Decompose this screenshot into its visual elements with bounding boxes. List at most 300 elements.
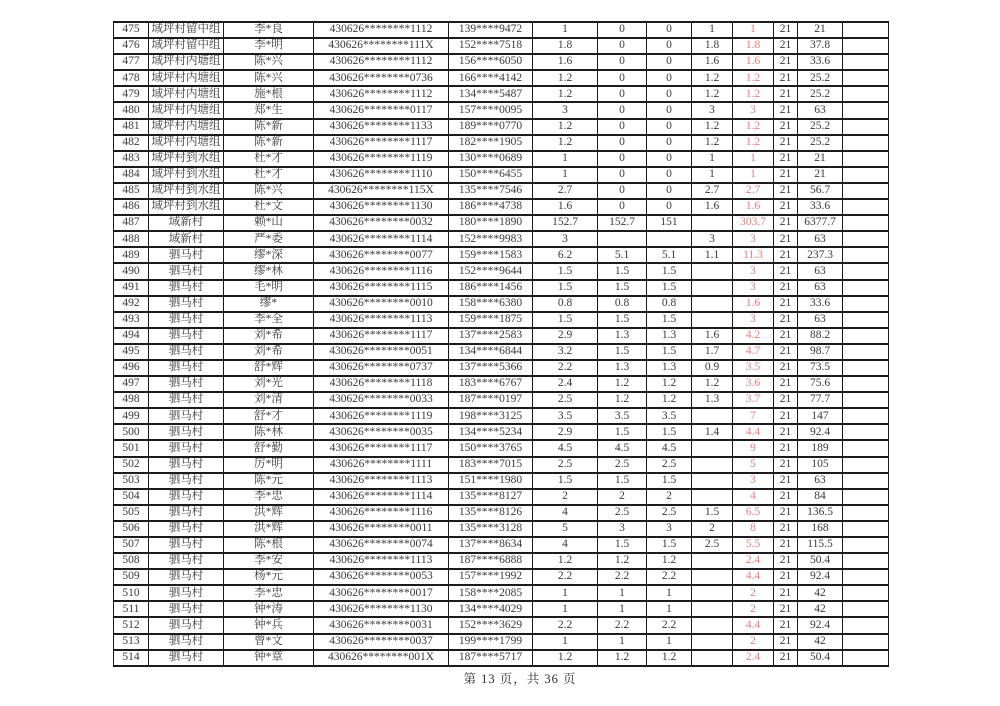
cell-unit-price: 21 (774, 183, 798, 199)
cell-id-number: 430626********1111 (314, 457, 449, 473)
cell-person-name: 钟*涛 (224, 601, 314, 617)
cell-phone-number: 157****0095 (449, 102, 533, 118)
cell-value-4: 0.9 (692, 360, 733, 376)
cell-phone-number: 152****3629 (449, 617, 533, 633)
cell-amount: 115.5 (798, 537, 843, 553)
cell-value-3: 1.2 (647, 392, 692, 408)
cell-village-group: 域坪村留中组 (149, 22, 224, 38)
cell-unit-price: 21 (774, 199, 798, 215)
cell-value-1: 2.5 (533, 457, 598, 473)
cell-person-name: 刘*希 (224, 344, 314, 360)
cell-amount: 63 (798, 263, 843, 279)
cell-value-1: 4.5 (533, 440, 598, 456)
cell-village-group: 域坪村到水组 (149, 199, 224, 215)
cell-total-highlight: 4.2 (733, 328, 774, 344)
cell-value-1: 2.9 (533, 424, 598, 440)
cell-unit-price: 21 (774, 650, 798, 666)
cell-value-4 (692, 440, 733, 456)
cell-value-3: 1.5 (647, 280, 692, 296)
table-row (114, 280, 889, 296)
cell-value-1: 1.6 (533, 199, 598, 215)
cell-row-index: 492 (114, 296, 149, 312)
cell-value-3: 1.2 (647, 650, 692, 666)
cell-row-index: 497 (114, 376, 149, 392)
cell-village-group: 域坪村内塘组 (149, 86, 224, 102)
cell-row-index: 493 (114, 312, 149, 328)
cell-id-number: 430626********0032 (314, 215, 449, 231)
cell-amount: 21 (798, 151, 843, 167)
cell-value-4 (692, 601, 733, 617)
cell-unit-price: 21 (774, 102, 798, 118)
cell-value-2: 0.8 (598, 296, 647, 312)
cell-value-2: 0 (598, 167, 647, 183)
cell-id-number: 430626********1112 (314, 54, 449, 70)
cell-value-1: 152.7 (533, 215, 598, 231)
cell-person-name: 缪*林 (224, 263, 314, 279)
cell-village-group: 驷马村 (149, 585, 224, 601)
cell-total-highlight: 4.4 (733, 569, 774, 585)
cell-row-index: 510 (114, 585, 149, 601)
cell-blank (843, 585, 889, 601)
table-row (114, 296, 889, 312)
cell-unit-price: 21 (774, 601, 798, 617)
cell-blank (843, 312, 889, 328)
cell-value-1: 2.2 (533, 569, 598, 585)
table-row (114, 135, 889, 151)
cell-amount: 63 (798, 312, 843, 328)
cell-value-2: 0 (598, 102, 647, 118)
cell-total-highlight: 2.7 (733, 183, 774, 199)
cell-person-name: 曾*文 (224, 634, 314, 650)
cell-value-2: 1 (598, 585, 647, 601)
cell-row-index: 487 (114, 215, 149, 231)
cell-id-number: 430626********0037 (314, 634, 449, 650)
table-row (114, 634, 889, 650)
cell-phone-number: 180****1890 (449, 215, 533, 231)
cell-blank (843, 537, 889, 553)
cell-row-index: 485 (114, 183, 149, 199)
cell-row-index: 502 (114, 457, 149, 473)
cell-total-highlight: 3 (733, 102, 774, 118)
cell-unit-price: 21 (774, 537, 798, 553)
cell-amount: 42 (798, 601, 843, 617)
cell-amount: 42 (798, 585, 843, 601)
cell-village-group: 驷马村 (149, 247, 224, 263)
cell-unit-price: 21 (774, 489, 798, 505)
cell-value-2: 0 (598, 151, 647, 167)
cell-amount: 25.2 (798, 119, 843, 135)
cell-unit-price: 21 (774, 457, 798, 473)
cell-value-2: 2 (598, 489, 647, 505)
cell-value-1: 3.5 (533, 408, 598, 424)
cell-id-number: 430626********1133 (314, 119, 449, 135)
cell-value-2: 1.5 (598, 280, 647, 296)
cell-value-2: 0 (598, 38, 647, 54)
cell-unit-price: 21 (774, 22, 798, 38)
cell-total-highlight: 1 (733, 22, 774, 38)
cell-value-1: 1.8 (533, 38, 598, 54)
table-row (114, 119, 889, 135)
cell-value-3: 1.3 (647, 328, 692, 344)
cell-value-4 (692, 263, 733, 279)
cell-total-highlight: 5.5 (733, 537, 774, 553)
cell-value-4: 3 (692, 231, 733, 247)
cell-value-4: 1.8 (692, 38, 733, 54)
cell-value-4 (692, 408, 733, 424)
cell-row-index: 513 (114, 634, 149, 650)
cell-blank (843, 135, 889, 151)
cell-blank (843, 457, 889, 473)
table-row (114, 392, 889, 408)
cell-blank (843, 215, 889, 231)
cell-unit-price: 21 (774, 521, 798, 537)
table-row (114, 569, 889, 585)
cell-value-4: 1.1 (692, 247, 733, 263)
cell-value-3: 1.2 (647, 376, 692, 392)
cell-row-index: 507 (114, 537, 149, 553)
cell-phone-number: 150****3765 (449, 440, 533, 456)
cell-value-3: 3 (647, 521, 692, 537)
cell-value-3: 1.5 (647, 344, 692, 360)
cell-value-1: 1 (533, 151, 598, 167)
cell-value-4 (692, 489, 733, 505)
cell-phone-number: 166****4142 (449, 70, 533, 86)
cell-value-1: 1 (533, 634, 598, 650)
cell-value-4: 1.6 (692, 328, 733, 344)
cell-value-2: 1.2 (598, 392, 647, 408)
cell-total-highlight: 1.6 (733, 199, 774, 215)
cell-value-2: 1.5 (598, 537, 647, 553)
cell-blank (843, 22, 889, 38)
cell-row-index: 475 (114, 22, 149, 38)
cell-value-2: 1 (598, 601, 647, 617)
cell-row-index: 486 (114, 199, 149, 215)
cell-value-1: 3 (533, 231, 598, 247)
cell-value-1: 1.2 (533, 650, 598, 666)
cell-value-2: 0 (598, 119, 647, 135)
cell-value-3: 1.5 (647, 312, 692, 328)
cell-total-highlight: 6.5 (733, 505, 774, 521)
cell-value-1: 1.5 (533, 263, 598, 279)
cell-phone-number: 134****4029 (449, 601, 533, 617)
cell-id-number: 430626********1117 (314, 328, 449, 344)
cell-value-3: 1.5 (647, 263, 692, 279)
cell-value-1: 1 (533, 22, 598, 38)
cell-value-1: 2.5 (533, 392, 598, 408)
table-row (114, 408, 889, 424)
cell-phone-number: 135****7546 (449, 183, 533, 199)
cell-unit-price: 21 (774, 70, 798, 86)
cell-id-number: 430626********1110 (314, 167, 449, 183)
cell-person-name: 刘*清 (224, 392, 314, 408)
cell-blank (843, 54, 889, 70)
cell-total-highlight: 2 (733, 634, 774, 650)
cell-value-1: 1.5 (533, 280, 598, 296)
cell-total-highlight: 1.6 (733, 296, 774, 312)
cell-phone-number: 135****8127 (449, 489, 533, 505)
cell-phone-number: 137****2583 (449, 328, 533, 344)
cell-unit-price: 21 (774, 151, 798, 167)
cell-total-highlight: 5 (733, 457, 774, 473)
cell-total-highlight: 7 (733, 408, 774, 424)
cell-row-index: 480 (114, 102, 149, 118)
cell-value-3 (647, 231, 692, 247)
cell-value-3: 5.1 (647, 247, 692, 263)
cell-row-index: 481 (114, 119, 149, 135)
cell-id-number: 430626********1130 (314, 601, 449, 617)
cell-blank (843, 296, 889, 312)
cell-value-3: 0 (647, 199, 692, 215)
cell-blank (843, 247, 889, 263)
table-row (114, 617, 889, 633)
cell-phone-number: 139****9472 (449, 22, 533, 38)
table-row (114, 505, 889, 521)
cell-value-4: 1.2 (692, 376, 733, 392)
cell-phone-number: 186****1456 (449, 280, 533, 296)
cell-village-group: 驷马村 (149, 457, 224, 473)
cell-row-index: 504 (114, 489, 149, 505)
cell-total-highlight: 1.2 (733, 119, 774, 135)
cell-blank (843, 151, 889, 167)
cell-person-name: 陈*元 (224, 473, 314, 489)
cell-value-3: 2.2 (647, 569, 692, 585)
cell-person-name: 缪* (224, 296, 314, 312)
cell-blank (843, 634, 889, 650)
cell-total-highlight: 1.2 (733, 70, 774, 86)
cell-amount: 25.2 (798, 70, 843, 86)
data-table (113, 21, 889, 667)
cell-id-number: 430626********0053 (314, 569, 449, 585)
cell-person-name: 陈*根 (224, 537, 314, 553)
cell-value-1: 1.2 (533, 70, 598, 86)
table-row (114, 231, 889, 247)
cell-blank (843, 263, 889, 279)
cell-unit-price: 21 (774, 392, 798, 408)
cell-id-number: 430626********001X (314, 650, 449, 666)
cell-id-number: 430626********115X (314, 183, 449, 199)
cell-value-4: 1 (692, 167, 733, 183)
cell-id-number: 430626********1119 (314, 151, 449, 167)
table-row (114, 650, 889, 666)
cell-blank (843, 553, 889, 569)
cell-total-highlight: 1 (733, 167, 774, 183)
table-row (114, 22, 889, 38)
cell-row-index: 499 (114, 408, 149, 424)
cell-person-name: 杜*才 (224, 167, 314, 183)
cell-value-2: 3 (598, 521, 647, 537)
cell-blank (843, 505, 889, 521)
cell-phone-number: 186****4738 (449, 199, 533, 215)
cell-blank (843, 231, 889, 247)
cell-value-2: 1.2 (598, 376, 647, 392)
table-row (114, 344, 889, 360)
cell-person-name: 洪*辉 (224, 521, 314, 537)
cell-blank (843, 102, 889, 118)
cell-village-group: 域坪村内塘组 (149, 119, 224, 135)
cell-row-index: 494 (114, 328, 149, 344)
table-row (114, 215, 889, 231)
cell-village-group: 驷马村 (149, 280, 224, 296)
cell-value-3: 1.3 (647, 360, 692, 376)
table-row (114, 537, 889, 553)
cell-id-number: 430626********1112 (314, 86, 449, 102)
cell-village-group: 驷马村 (149, 296, 224, 312)
cell-value-4 (692, 634, 733, 650)
cell-total-highlight: 4 (733, 489, 774, 505)
cell-person-name: 陈*兴 (224, 183, 314, 199)
cell-value-4 (692, 215, 733, 231)
cell-phone-number: 187****0197 (449, 392, 533, 408)
cell-phone-number: 157****1992 (449, 569, 533, 585)
cell-unit-price: 21 (774, 312, 798, 328)
cell-unit-price: 21 (774, 344, 798, 360)
cell-row-index: 508 (114, 553, 149, 569)
cell-person-name: 陈*新 (224, 135, 314, 151)
cell-row-index: 476 (114, 38, 149, 54)
cell-village-group: 驷马村 (149, 617, 224, 633)
cell-total-highlight: 1 (733, 151, 774, 167)
cell-row-index: 509 (114, 569, 149, 585)
cell-unit-price: 21 (774, 328, 798, 344)
cell-id-number: 430626********1117 (314, 135, 449, 151)
table-row (114, 457, 889, 473)
cell-total-highlight: 4.7 (733, 344, 774, 360)
cell-blank (843, 601, 889, 617)
cell-row-index: 488 (114, 231, 149, 247)
cell-value-3: 0 (647, 167, 692, 183)
cell-unit-price: 21 (774, 231, 798, 247)
cell-unit-price: 21 (774, 505, 798, 521)
cell-phone-number: 183****6767 (449, 376, 533, 392)
cell-value-3: 2.2 (647, 617, 692, 633)
cell-phone-number: 159****1875 (449, 312, 533, 328)
cell-amount: 6377.7 (798, 215, 843, 231)
cell-phone-number: 151****1980 (449, 473, 533, 489)
cell-value-3: 0 (647, 119, 692, 135)
cell-row-index: 503 (114, 473, 149, 489)
cell-value-3: 0 (647, 102, 692, 118)
cell-unit-price: 21 (774, 424, 798, 440)
cell-amount: 73.5 (798, 360, 843, 376)
cell-total-highlight: 2 (733, 585, 774, 601)
cell-person-name: 李*安 (224, 553, 314, 569)
cell-id-number: 430626********0077 (314, 247, 449, 263)
table-row (114, 601, 889, 617)
cell-id-number: 430626********0031 (314, 617, 449, 633)
cell-id-number: 430626********0117 (314, 102, 449, 118)
table-row (114, 54, 889, 70)
cell-total-highlight: 1.6 (733, 54, 774, 70)
cell-blank (843, 183, 889, 199)
cell-row-index: 483 (114, 151, 149, 167)
cell-value-4: 1 (692, 22, 733, 38)
cell-phone-number: 152****9644 (449, 263, 533, 279)
cell-id-number: 430626********0035 (314, 424, 449, 440)
cell-value-1: 1 (533, 601, 598, 617)
cell-value-4 (692, 553, 733, 569)
cell-amount: 63 (798, 231, 843, 247)
cell-value-2: 0 (598, 70, 647, 86)
cell-value-1: 1.2 (533, 553, 598, 569)
cell-value-4 (692, 457, 733, 473)
cell-amount: 21 (798, 167, 843, 183)
cell-value-3: 0 (647, 183, 692, 199)
table-row (114, 473, 889, 489)
cell-person-name: 李*全 (224, 312, 314, 328)
cell-value-4 (692, 650, 733, 666)
cell-phone-number: 187****6888 (449, 553, 533, 569)
cell-amount: 63 (798, 102, 843, 118)
cell-value-2 (598, 231, 647, 247)
cell-total-highlight: 11.3 (733, 247, 774, 263)
cell-value-2: 0 (598, 54, 647, 70)
table-body (114, 22, 889, 666)
cell-value-3: 2.5 (647, 457, 692, 473)
cell-blank (843, 489, 889, 505)
table-row (114, 70, 889, 86)
cell-id-number: 430626********1113 (314, 473, 449, 489)
cell-amount: 92.4 (798, 617, 843, 633)
cell-id-number: 430626********1119 (314, 408, 449, 424)
cell-value-4 (692, 617, 733, 633)
cell-person-name: 舒*辉 (224, 360, 314, 376)
cell-amount: 136.5 (798, 505, 843, 521)
cell-phone-number: 156****6050 (449, 54, 533, 70)
cell-total-highlight: 8 (733, 521, 774, 537)
cell-phone-number: 134****6844 (449, 344, 533, 360)
table-row (114, 86, 889, 102)
cell-row-index: 495 (114, 344, 149, 360)
cell-person-name: 陈*林 (224, 424, 314, 440)
cell-amount: 42 (798, 634, 843, 650)
cell-row-index: 490 (114, 263, 149, 279)
cell-row-index: 512 (114, 617, 149, 633)
cell-total-highlight: 3 (733, 231, 774, 247)
table-row (114, 376, 889, 392)
cell-value-1: 5 (533, 521, 598, 537)
cell-amount: 75.6 (798, 376, 843, 392)
cell-value-1: 4 (533, 537, 598, 553)
cell-id-number: 430626********1114 (314, 489, 449, 505)
cell-total-highlight: 1.2 (733, 86, 774, 102)
cell-value-3: 1.2 (647, 553, 692, 569)
cell-amount: 25.2 (798, 135, 843, 151)
table-row (114, 440, 889, 456)
cell-value-4 (692, 296, 733, 312)
cell-phone-number: 134****5487 (449, 86, 533, 102)
cell-amount: 237.3 (798, 247, 843, 263)
cell-unit-price: 21 (774, 360, 798, 376)
cell-value-4: 1.2 (692, 86, 733, 102)
table-row (114, 328, 889, 344)
cell-value-3: 0 (647, 151, 692, 167)
cell-village-group: 域坪村留中组 (149, 38, 224, 54)
cell-village-group: 域坪村内塘组 (149, 54, 224, 70)
cell-phone-number: 137****8634 (449, 537, 533, 553)
cell-blank (843, 119, 889, 135)
cell-total-highlight: 1.8 (733, 38, 774, 54)
cell-value-3: 1 (647, 634, 692, 650)
cell-value-3: 4.5 (647, 440, 692, 456)
cell-total-highlight: 303.7 (733, 215, 774, 231)
cell-row-index: 477 (114, 54, 149, 70)
cell-value-4 (692, 585, 733, 601)
cell-village-group: 驷马村 (149, 650, 224, 666)
cell-row-index: 500 (114, 424, 149, 440)
cell-value-4 (692, 473, 733, 489)
cell-unit-price: 21 (774, 167, 798, 183)
cell-unit-price: 21 (774, 553, 798, 569)
